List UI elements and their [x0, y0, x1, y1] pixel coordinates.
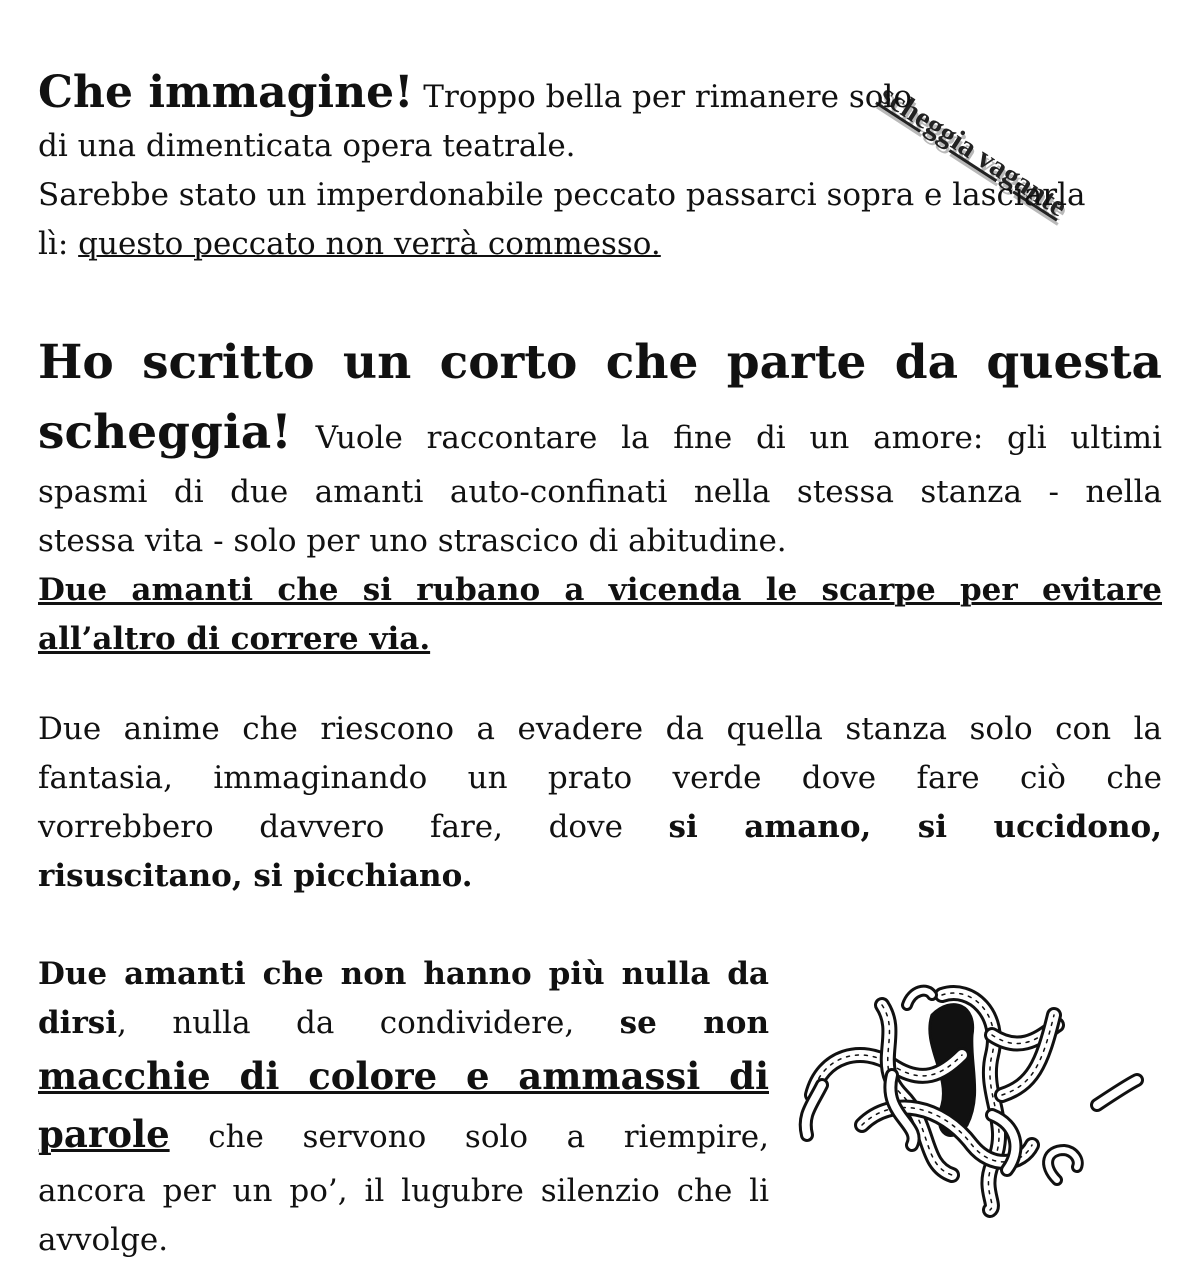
stamp-label: scheggia vagante — [874, 78, 1074, 224]
section4-bold2: dirsi — [38, 1005, 118, 1041]
intro-line3: Sarebbe stato un imperdonabile peccato passarci sopra e lasciarla — [38, 177, 1086, 213]
section3-line2: fantasia, immaginando un prato verde dove fare ciò che — [38, 760, 1162, 796]
intro-line4-prefix: lì: — [38, 226, 79, 262]
section3-line1: Due anime che riescono a evadere da quella stanza solo con la — [38, 711, 1162, 747]
section3-line3-bold: si amano, si uccidono, — [668, 809, 1162, 845]
intro-underlined-statement: questo peccato non verrà commesso. — [78, 226, 661, 262]
souls-paragraph — [38, 705, 1162, 901]
intro-paragraph — [38, 68, 1162, 269]
worms-illustration — [792, 975, 1152, 1225]
section2-text3: stessa vita - solo per uno strascico di abitudine. — [38, 523, 787, 559]
section2-text1: Vuole raccontare la fine di un amore: gli ultimi — [291, 420, 1162, 456]
section2-headline: Ho scritto un corto che parte da questa — [38, 335, 1162, 390]
section3-line3-plain: vorrebbero davvero fare, dove — [38, 809, 669, 845]
section4-line2 — [38, 999, 769, 1048]
section3-line4-end: . — [461, 858, 473, 894]
section4-line4 — [38, 1104, 769, 1167]
section4-line1 — [38, 950, 769, 999]
section3-line4-bold: risuscitano, si picchiano — [38, 858, 462, 894]
intro-headline: Che immagine! — [38, 67, 414, 118]
section4-plain5: avvolge. — [38, 1222, 169, 1258]
intro-line2: di una dimenticata opera teatrale. — [38, 128, 576, 164]
section4-bold2b: se non — [619, 1005, 769, 1041]
lovers-paragraph — [38, 950, 769, 1265]
section3-line3 — [38, 803, 1162, 852]
section4-big1: macchie di colore e ammassi di — [38, 1054, 769, 1098]
short-film-paragraph — [38, 328, 1162, 664]
section2-headline-end: scheggia! — [38, 405, 292, 460]
section2-emphasis-line2: all’altro di correre via. — [38, 621, 431, 657]
section2-emphasis-line1: Due amanti che si rubano a vicenda le scarpe per evitare — [38, 572, 1162, 608]
section2-text2: spasmi di due amanti auto-confinati nella stessa stanza - nella — [38, 474, 1162, 510]
section4-plain2: , nulla da condividere, — [117, 1005, 620, 1041]
section4-plain4: ancora per un po’, il lugubre silenzio che li — [38, 1173, 769, 1209]
section4-bold1: Due amanti che non hanno più nulla da — [38, 956, 769, 992]
section4-plain3: che servono solo a riempire, — [169, 1119, 769, 1155]
section2-line2 — [38, 398, 1162, 468]
intro-lead: Troppo bella per rimanere solo — [413, 79, 912, 115]
section4-big2: parole — [38, 1112, 170, 1156]
